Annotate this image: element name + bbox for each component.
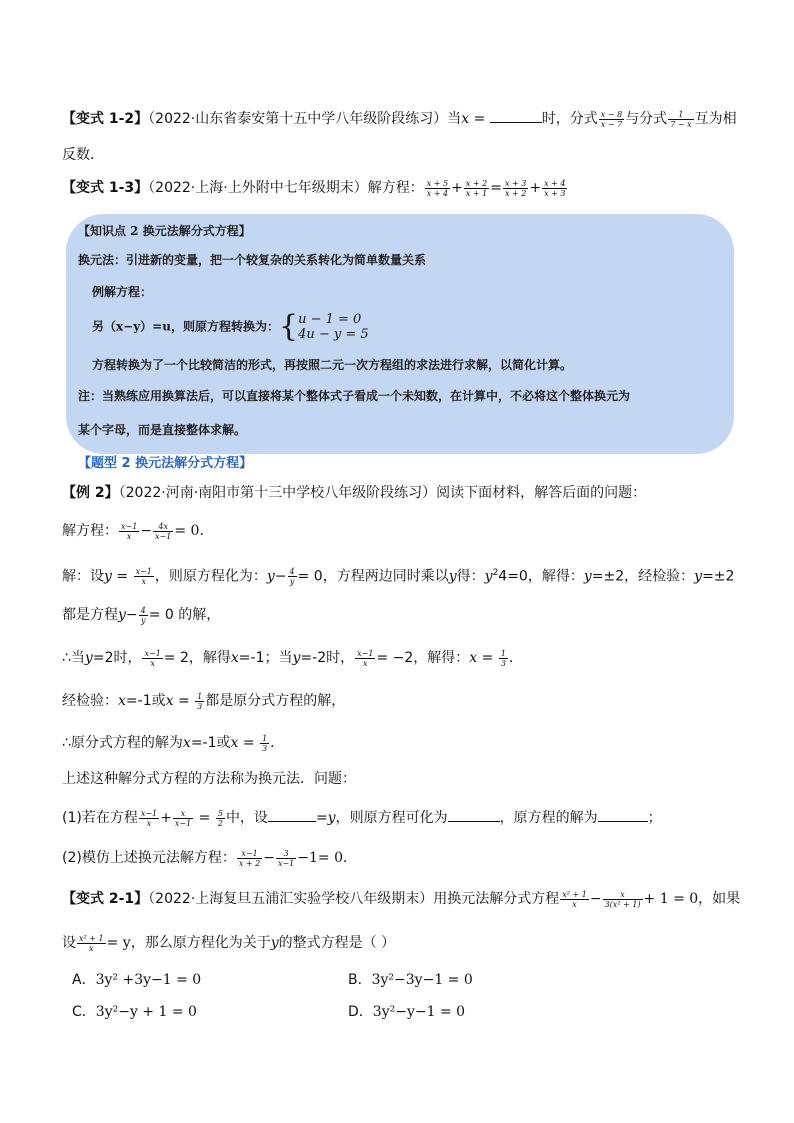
knowledge-definition: 换元法：引进新的变量，把一个较复杂的关系转化为简单数量关系 <box>78 253 427 267</box>
fraction: $\frac{x + 2}{x + 1}$ <box>465 178 488 198</box>
variant-tag: 【变式 1-2】 <box>62 111 149 127</box>
question-1: (1)若在方程 $\frac{x-1}{x}$ + $\frac{x}{x-1}$ = $\frac{5}{2}$ 中，设 =y，则原方程可化为 ，原方程的解为 ； <box>62 808 662 828</box>
fraction: $\frac{4}{y}$ <box>289 567 295 587</box>
knowledge-example: 例解方程： <box>92 285 153 299</box>
math-var: y <box>84 650 93 666</box>
math-var: y <box>694 568 703 585</box>
option-expression: 3y²−y−1 = 0 <box>372 1004 466 1020</box>
math-var: y <box>448 568 457 585</box>
example-2-equation: 解方程： $\frac{x-1}{x}$ − $\frac{4x}{x-1}$ = 0． <box>62 521 214 541</box>
fraction: $\frac{x-1}{x}$ <box>140 808 158 828</box>
option-expression: 3y²−3y−1 = 0 <box>371 972 473 988</box>
math-var: x <box>165 693 174 709</box>
answer-blank <box>268 807 316 822</box>
variant-tag: 【变式 2-1】 <box>62 891 149 907</box>
text: 都是方程 <box>62 607 118 623</box>
variant-2-1-line2 <box>62 933 734 953</box>
text: 解方程： <box>62 523 118 539</box>
fraction: $\frac{3}{x-1}$ <box>277 848 295 868</box>
text: =-1；当 <box>238 650 293 666</box>
example-2-solution-line1: 解：设y = $\frac{x-1}{x}$ ，则原方程化为：y− $\frac{4}{y}$ = 0，方程两边同时乘以y得：$y^24=0$，解得：y=±2，经检验：y=±2 <box>62 567 735 587</box>
question-2: (2)模仿上述换元法解方程： $\frac{x-1}{x + 2}$ − $\frac{3}{x-1}$ −1= 0． <box>62 848 358 868</box>
fraction: $\frac{x-1}{x}$ <box>144 648 161 668</box>
text: =±2，经检验： <box>591 568 695 585</box>
text: ； <box>647 810 662 826</box>
math-var: y <box>583 568 592 585</box>
text: −1= 0． <box>297 850 358 866</box>
math-var: y <box>484 568 493 585</box>
example-2-conclusion: ∴原分式方程的解为x=-1或x = $\frac{1}{3}$ ． <box>62 733 285 753</box>
variant-2-1-line1: 【变式 2-1】（2022·上海复旦五浦汇实验学校八年级期末）用换元法解分式方程 $\frac{\text{x² + 1}}{x}$ − $\frac{x}{\text{3(x² + 1)}}$ + 1 = 0，如果 <box>62 889 741 909</box>
math-var: x <box>230 735 239 751</box>
math-var: y <box>270 935 279 951</box>
knowledge-explain: 方程转换为了一个比较简洁的形式，再按照二元一次方程组的求法进行求解，以简化计算。 <box>92 358 573 372</box>
text: 4=0，解得： <box>498 568 584 585</box>
text: 得： <box>456 568 485 585</box>
text: =-1或 <box>125 693 166 709</box>
fraction: $\frac{x-1}{x}$ <box>135 567 152 587</box>
answer-blank <box>448 807 500 822</box>
text: 经检验： <box>62 693 118 709</box>
variant-1-2-line2: 反数． <box>62 147 104 163</box>
knowledge-substitution <box>92 309 369 344</box>
plus: + <box>451 180 463 196</box>
fraction: $\frac{x + 3}{x + 2}$ <box>504 178 527 198</box>
fraction: $\frac{4x}{x-1}$ <box>155 521 172 541</box>
text: 中，设 <box>225 810 268 826</box>
example-source: （2022·河南·南阳市第十三中学校八年级阶段练习）阅读下面材料，解答后面的问题： <box>118 485 647 501</box>
option-expression: 3y²−y + 1 = 0 <box>95 1004 197 1020</box>
option-label: D． <box>348 1004 373 1020</box>
option-label: A． <box>72 972 96 988</box>
variant-tag: 【变式 1-3】 <box>62 180 149 196</box>
fraction: $\frac{x-1}{x}$ <box>357 648 374 668</box>
example-2-solution-line3: ∴当y=2时， $\frac{x-1}{x}$ = 2，解得x=-1；当y=-2时， $\frac{x-1}{x}$ = −2，解得：x = $\frac{1}{3}$ ． <box>62 648 523 668</box>
math-var: y <box>292 650 301 666</box>
knowledge-title: 【知识点 2 换元法解分式方程】 <box>78 224 251 238</box>
text: 时，分式 <box>541 111 598 127</box>
text: 都是原分式方程的解， <box>205 693 346 709</box>
topic-title: 【题型 2 换元法解分式方程】 <box>78 456 253 471</box>
text: 另（x−y）=u，则原方程转换为： <box>92 319 279 334</box>
fraction: $\frac{x-1}{x + 2}$ <box>238 848 261 868</box>
equation-system: u − 1 = 0 4u − y = 5 <box>298 312 369 342</box>
option-expression: 3y² +3y−1 = 0 <box>95 972 202 988</box>
math-var: y <box>266 568 275 585</box>
text: =2时， <box>92 650 142 666</box>
text: 与分式 <box>625 111 668 127</box>
fraction: $\frac{\text{x² + 1}}{x}$ <box>79 933 104 953</box>
option-label: C． <box>72 1004 96 1020</box>
fraction: $\frac{1}{3}$ <box>500 648 506 668</box>
equals: = <box>469 111 490 127</box>
answer-blank <box>598 807 648 822</box>
math-var: y <box>104 568 112 585</box>
answer-blank <box>490 108 542 123</box>
brace: { <box>278 309 299 344</box>
math-var: x <box>230 650 239 666</box>
equals: = <box>490 180 502 196</box>
variant-1-3 <box>62 178 734 198</box>
text: = 0，方程两边同时乘以 <box>297 568 449 585</box>
text: ∴当 <box>62 650 85 666</box>
text: 设 <box>62 935 76 951</box>
option-d[interactable] <box>348 1002 734 1022</box>
example-tag: 【例 2】 <box>62 485 119 501</box>
text: 互为相 <box>694 111 737 127</box>
fraction: $\frac{x - 8}{x - 7}$ <box>600 109 623 129</box>
text: ，原方程的解为 <box>499 810 598 826</box>
math-var: y <box>327 810 336 826</box>
text: ，则原方程可化为 <box>335 810 448 826</box>
text: ，则原方程化为： <box>154 568 267 585</box>
text: = −2，解得： <box>376 650 470 666</box>
option-b[interactable] <box>348 970 734 990</box>
math-var: x <box>182 735 191 751</box>
knowledge-note-2: 某个字母，而是直接整体求解。 <box>78 423 247 437</box>
text: = 2，解得 <box>163 650 231 666</box>
fraction: $\frac{x + 5}{x + 4}$ <box>426 178 449 198</box>
math-var: y <box>118 607 126 623</box>
text: = <box>315 810 328 826</box>
plus: + <box>529 180 542 196</box>
math-var: x <box>461 111 470 127</box>
fraction: $\frac{x-1}{x}$ <box>121 521 138 541</box>
fraction: $\frac{\text{x² + 1}}{x}$ <box>562 889 587 909</box>
variant-source: （2022·上海复旦五浦汇实验学校八年级期末）用换元法解分式方程 <box>148 891 560 907</box>
math-var: x <box>118 693 126 709</box>
text: =±2 <box>702 568 735 585</box>
text: 解：设 <box>62 568 104 585</box>
text: =-2时， <box>300 650 355 666</box>
text: (2)模仿上述换元法解方程： <box>62 850 236 866</box>
fraction: $\frac{5}{2}$ <box>217 808 223 828</box>
example-2-solution-line2: 都是方程y− $\frac{4}{y}$ = 0 的解， <box>62 605 221 625</box>
fraction: $\frac{x}{\text{3(x² + 1)}}$ <box>604 889 641 909</box>
fraction: $\frac{x}{x-1}$ <box>174 808 192 828</box>
variant-1-2-line1 <box>62 108 737 129</box>
example-2-method: 上述这种解分式方程的方法称为换元法．问题： <box>62 771 356 787</box>
text: + 1 = 0，如果 <box>643 891 741 907</box>
text: (1)若在方程 <box>62 810 138 826</box>
example-2-header <box>62 483 734 503</box>
knowledge-note-1: 注：当熟练应用换算法后，可以直接将某个整体式子看成一个未知数，在计算中，不必将这个整体换元为 <box>78 389 631 403</box>
text: 的整式方程是（ ） <box>278 935 396 951</box>
text: =-1或 <box>190 735 231 751</box>
fraction: $\frac{x + 4}{x + 3}$ <box>544 178 566 198</box>
text: = 0． <box>174 523 214 539</box>
option-label: B． <box>348 972 372 988</box>
fraction: $\frac{1}{3}$ <box>197 691 203 711</box>
text: = y，那么原方程化为关于 <box>106 935 271 951</box>
variant-source: （2022·山东省泰安第十五中学八年级阶段练习）当 <box>148 111 462 127</box>
text: = 0 的解， <box>148 607 221 623</box>
text: ∴原分式方程的解为 <box>62 735 183 751</box>
math-var: x <box>469 650 478 666</box>
fraction: $\frac{1}{3}$ <box>262 733 268 753</box>
fraction: $\frac{1}{7 - x}$ <box>670 109 692 129</box>
example-2-check: 经检验：x=-1或x = $\frac{1}{3}$ 都是原分式方程的解， <box>62 691 346 711</box>
fraction: $\frac{4}{y}$ <box>140 605 146 625</box>
variant-source: （2022·上海·上外附中七年级期末）解方程： <box>148 180 424 196</box>
